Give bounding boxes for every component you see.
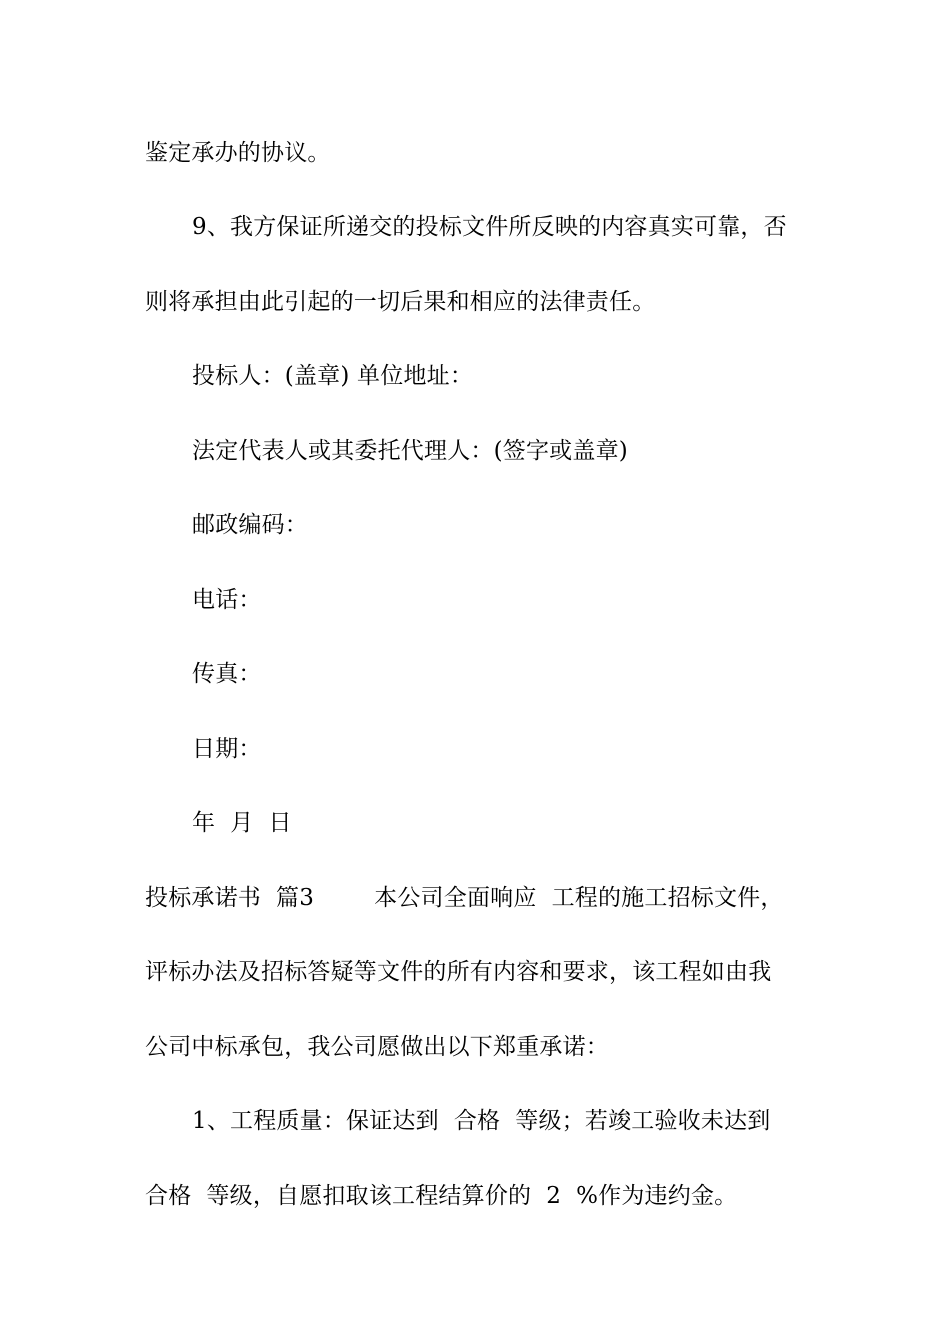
section-heading-line: 投标承诺书 篇3 本公司全面响应 工程的施工招标文件， — [145, 885, 784, 911]
paragraph-line: 1、工程质量：保证达到 合格 等级；若竣工验收未达到 — [192, 1108, 771, 1134]
paragraph-line: 评标办法及招标答疑等文件的所有内容和要求，该工程如由我 — [145, 959, 772, 985]
date-line: 日期： — [192, 736, 262, 762]
paragraph-line: 则将承担由此引起的一切后果和相应的法律责任。 — [145, 289, 656, 315]
legal-representative-line: 法定代表人或其委托代理人：(签字或盖章) — [192, 438, 628, 464]
paragraph-line: 9、我方保证所递交的投标文件所反映的内容真实可靠，否 — [192, 214, 787, 240]
bidder-seal-line: 投标人：(盖章) 单位地址： — [192, 363, 474, 389]
year-month-day-line: 年 月 日 — [192, 810, 292, 836]
paragraph-line: 公司中标承包，我公司愿做出以下郑重承诺： — [145, 1034, 609, 1060]
paragraph-line: 合格 等级，自愿扣取该工程结算价的 2 %作为违约金。 — [145, 1183, 738, 1209]
paragraph-line: 鉴定承办的协议。 — [145, 140, 331, 166]
phone-line: 电话： — [192, 587, 262, 613]
fax-line: 传真： — [192, 661, 262, 687]
postal-code-line: 邮政编码： — [192, 512, 308, 538]
